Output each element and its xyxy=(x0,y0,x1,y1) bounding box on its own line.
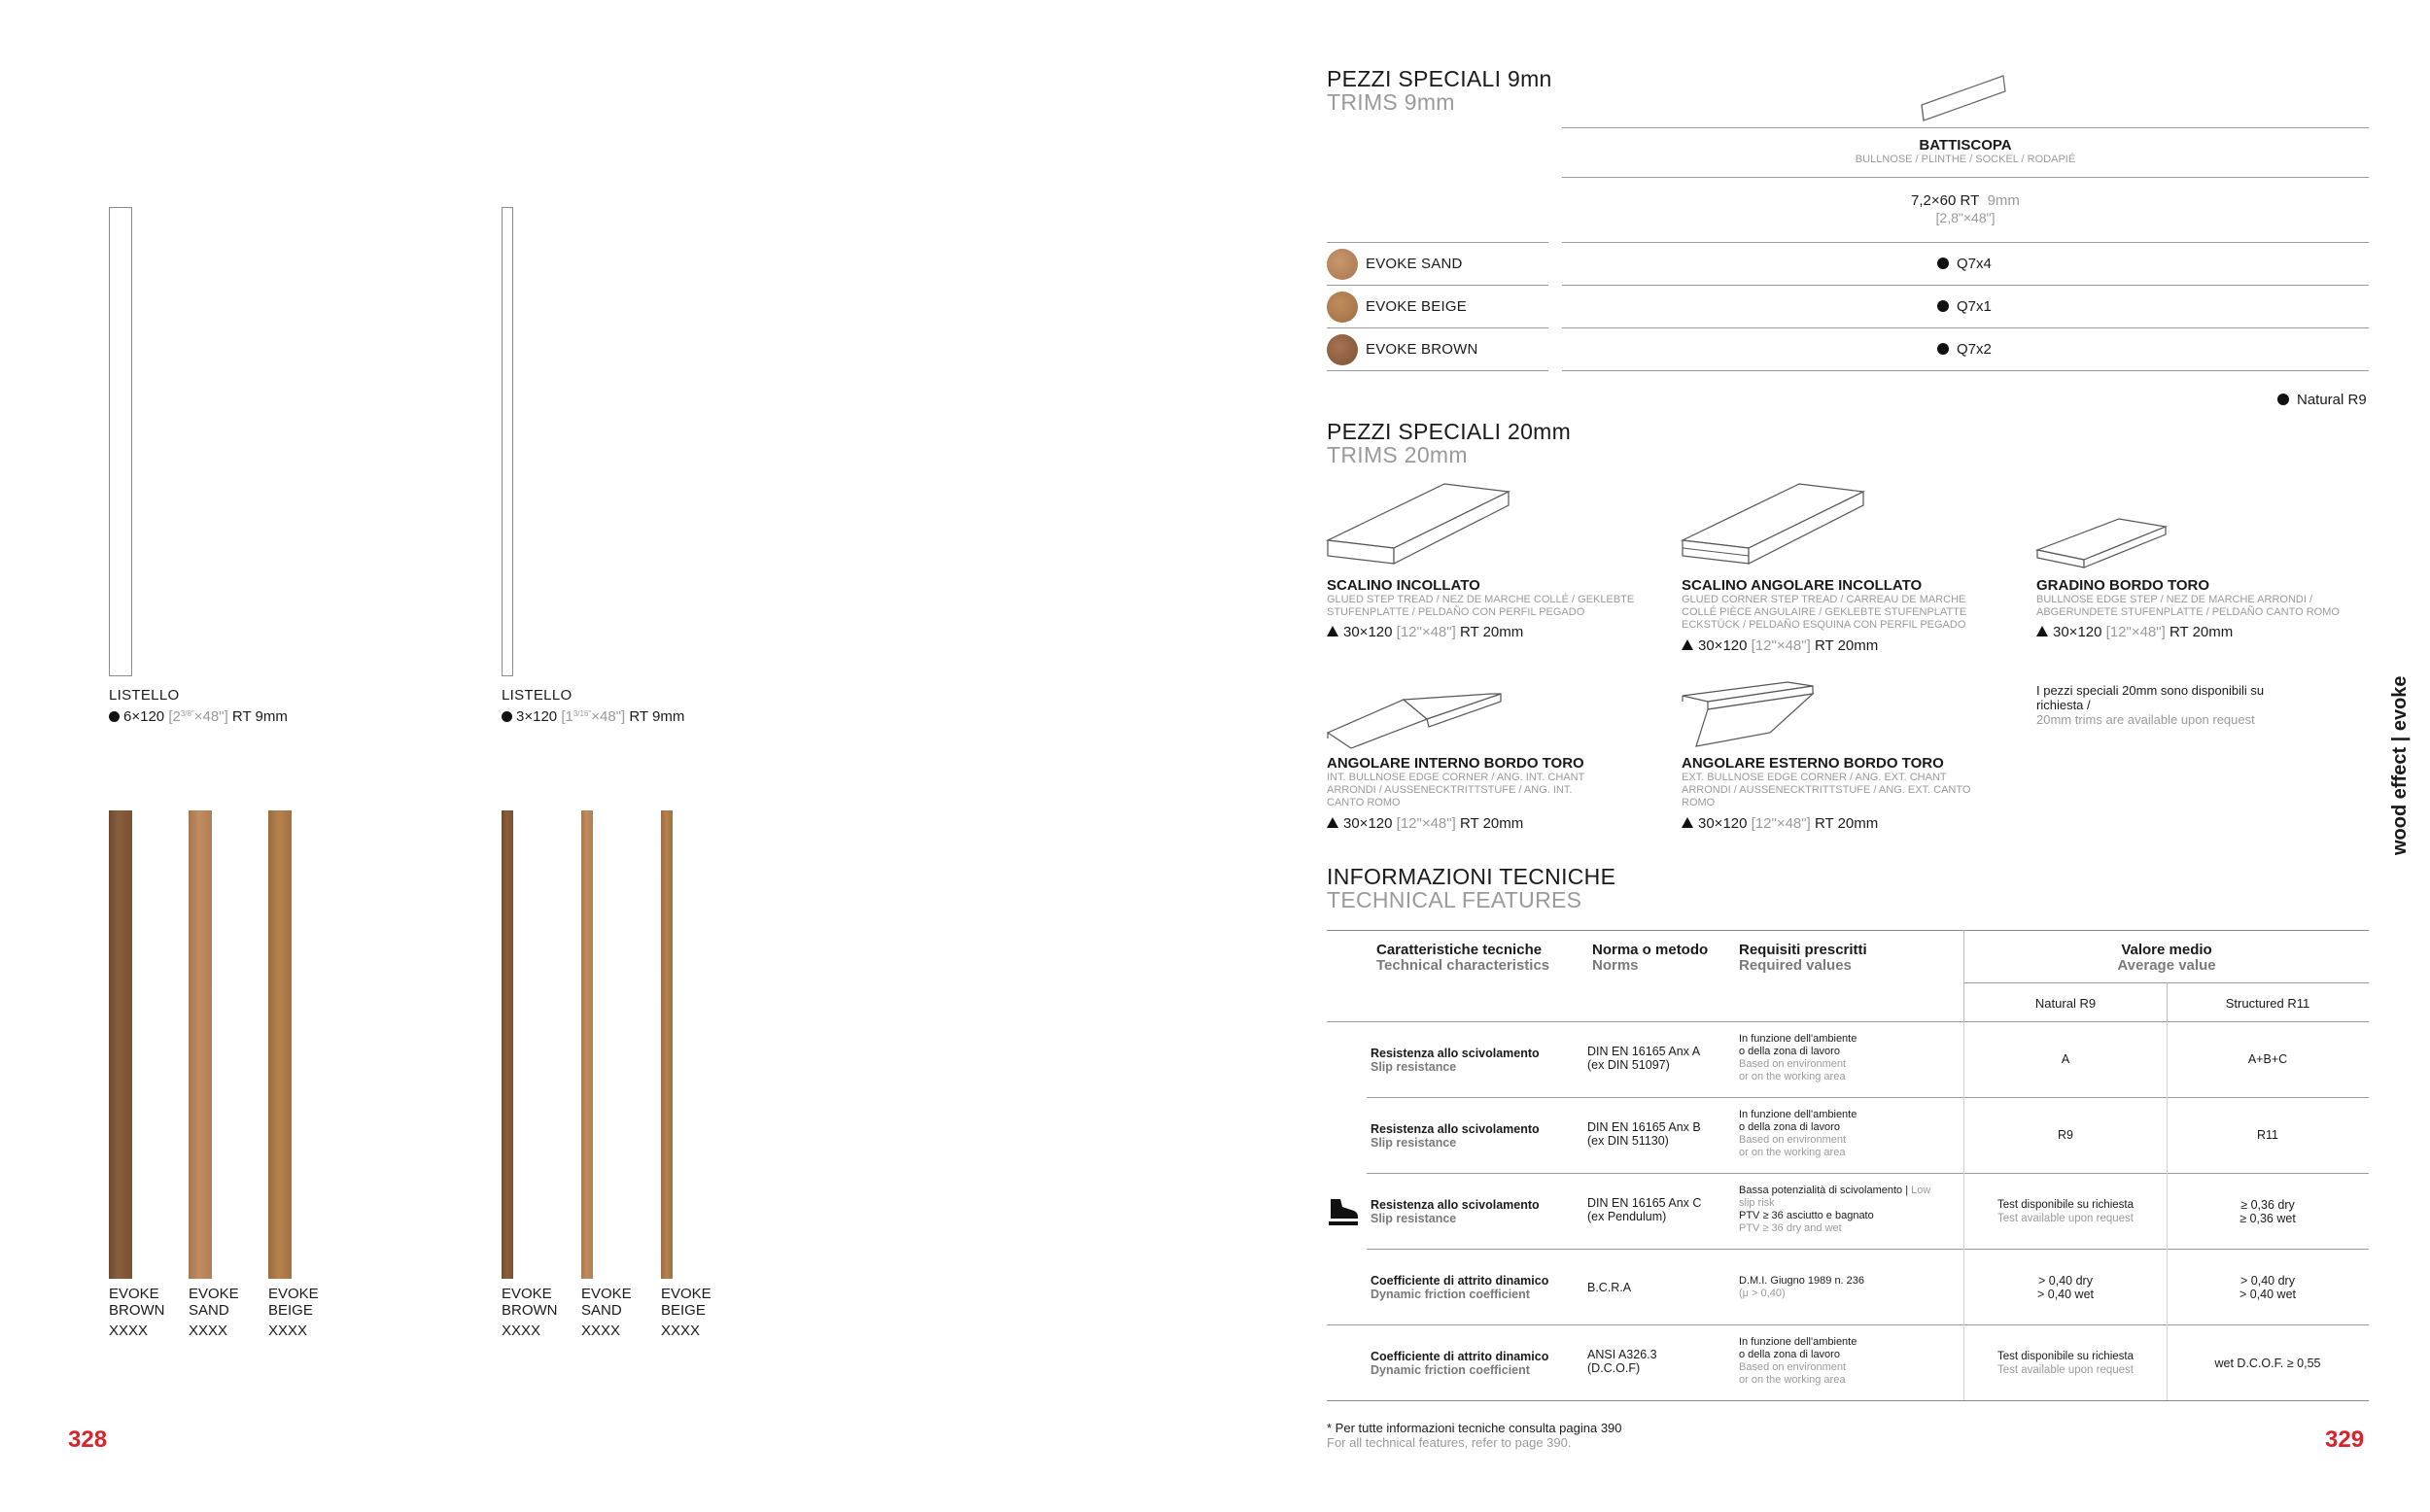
wood-strip-evoke-brown xyxy=(502,810,513,1279)
divider xyxy=(1367,1173,2369,1174)
wood-label: EVOKE BEIGE XXXX xyxy=(268,1286,319,1339)
row-natural-value: > 0,40 dry > 0,40 wet xyxy=(2036,1274,2095,1301)
header-required: Requisiti prescritti Required values xyxy=(1739,942,1867,974)
row-requirement: In funzione dell'ambiente o della zona di lavoro Based on environment or on the working area xyxy=(1739,1033,1857,1082)
listello-size: 6×120 $[2^{3/8"}\times 48"]$ RT 9mm xyxy=(109,704,288,726)
wood-strip-evoke-beige xyxy=(268,810,292,1279)
table-bottom-rule xyxy=(1327,1400,2369,1401)
trim-name: ANGOLARE INTERNO BORDO TORO xyxy=(1327,755,1584,772)
wood-label: EVOKE BROWN XXXX xyxy=(109,1286,165,1339)
natural-dot-icon xyxy=(1937,258,1949,269)
row-structured-value: wet D.C.O.F. ≥ 0,55 xyxy=(2214,1357,2321,1370)
trim-desc: BULLNOSE EDGE STEP / NEZ DE MARCHE ARRONDI / ABGERUNDETE STUFENPLATTE / PELDAÑO CANTO ROMO xyxy=(2036,594,2340,618)
header-characteristics: Caratteristiche tecniche Technical characteristics xyxy=(1376,942,1550,974)
col-divider xyxy=(1963,1021,1964,1400)
row-norm: DIN EN 16165 Anx A (ex DIN 51097) xyxy=(1587,1045,1701,1072)
trim-name: ANGOLARE ESTERNO BORDO TORO xyxy=(1682,755,1944,772)
wood-strip-evoke-brown xyxy=(109,810,132,1279)
triangle-icon xyxy=(2036,626,2048,636)
row-requirement: In funzione dell'ambiente o della zona di lavoro Based on environment or on the working area xyxy=(1739,1109,1857,1158)
row-requirement: In funzione dell'ambiente o della zona di lavoro Based on environment or on the working area xyxy=(1739,1336,1857,1386)
triangle-icon xyxy=(1682,639,1693,650)
header-norms: Norma o metodo Norms xyxy=(1592,942,1709,974)
row-characteristic: Resistenza allo scivolamento Slip resistance xyxy=(1371,1198,1540,1225)
trim-size: 30×120 [12"×48"] RT 20mm xyxy=(1327,624,1523,641)
page-number-right: 329 xyxy=(2325,1426,2365,1453)
row-requirement: Bassa potenzialità di scivolamento | Low slip risk PTV ≥ 36 asciutto e bagnato PTV ≥ 36 dry and wet xyxy=(1739,1185,1931,1234)
divider xyxy=(1562,127,2369,128)
listello-size: 3×120 $[1^{3/16"}\times 48"]$ RT 9mm xyxy=(502,704,684,726)
natural-dot-icon xyxy=(502,711,512,722)
row-norm: DIN EN 16165 Anx C (ex Pendulum) xyxy=(1587,1196,1702,1223)
triangle-icon xyxy=(1682,817,1693,828)
natural-dot-icon xyxy=(1937,343,1949,355)
trims-20-subtitle: TRIMS 20mm xyxy=(1327,442,1468,467)
divider xyxy=(1562,327,2369,328)
triangle-icon xyxy=(1327,626,1338,636)
row-norm: DIN EN 16165 Anx B (ex DIN 51130) xyxy=(1587,1120,1701,1148)
divider xyxy=(1562,242,2369,243)
row-natural-value: Test disponibile su richiesta Test available upon request xyxy=(1996,1351,2134,1376)
swatch-evoke-sand xyxy=(1327,249,1358,280)
listello-label: LISTELLO xyxy=(502,687,573,704)
wood-strip-evoke-sand xyxy=(189,810,212,1279)
wood-label: EVOKE SAND XXXX xyxy=(189,1286,239,1339)
swatch-evoke-brown xyxy=(1327,334,1358,365)
battiscopa-drawing xyxy=(1920,72,2009,124)
trim-desc: GLUED CORNER STEP TREAD / CARREAU DE MARCHE COLLÉ PIÈCE ANGULAIRE / GEKLEBTE STUFENPLATTE ECKSTÜCK / PELDAÑO ESQUINA CON PERFIL PEGADO xyxy=(1682,594,1967,631)
divider xyxy=(1562,177,2369,178)
header-structured: Structured R11 xyxy=(2225,996,2310,1011)
divider xyxy=(1327,242,1548,243)
wood-label: EVOKE BROWN XXXX xyxy=(502,1286,558,1339)
row-natural-value: Test disponibile su richiesta Test available upon request xyxy=(1996,1199,2134,1224)
row-structured-value: > 0,40 dry > 0,40 wet xyxy=(2239,1274,2297,1301)
legend-natural: Natural R9 xyxy=(2277,392,2367,409)
table-top-rule xyxy=(1327,930,2369,931)
row-norm: ANSI A326.3 (D.C.O.F) xyxy=(1587,1348,1657,1375)
trim-name: SCALINO ANGOLARE INCOLLATO xyxy=(1682,577,1923,594)
row-natural-value: A xyxy=(2061,1052,2070,1066)
battiscopa-inches: [2,8"×48"] xyxy=(1935,210,1996,225)
trims-note: I pezzi speciali 20mm sono disponibili su richiesta / 20mm trims are available upon request xyxy=(2036,683,2265,727)
row-natural-value: R9 xyxy=(2058,1128,2073,1142)
battiscopa-size: 7,2×60 RT 9mm xyxy=(1911,192,2020,209)
tech-title: INFORMAZIONI TECNICHE xyxy=(1327,864,1616,889)
angolare-interno-drawing xyxy=(1326,690,1505,750)
listello-3x120-image xyxy=(502,207,513,676)
triangle-icon xyxy=(1327,817,1338,828)
row-structured-value: ≥ 0,36 dry ≥ 0,36 wet xyxy=(2239,1198,2296,1225)
col-divider xyxy=(2167,1021,2168,1400)
side-label: wood effect | evoke xyxy=(2389,675,2411,855)
trim-size: 30×120 [12"×48"] RT 20mm xyxy=(1682,637,1878,655)
row-evoke-sand: EVOKE SAND xyxy=(1366,256,1463,272)
trim-desc: EXT. BULLNOSE EDGE CORNER / ANG. EXT. CHANT ARRONDI / AUSSENECKTRITTSTUFE / ANG. EXT. CANTO ROMO xyxy=(1682,772,1971,808)
wood-label: EVOKE SAND XXXX xyxy=(581,1286,632,1339)
shoe-slip-icon xyxy=(1327,1193,1360,1226)
row-characteristic: Resistenza allo scivolamento Slip resistance xyxy=(1371,1047,1540,1074)
row-evoke-brown: EVOKE BROWN xyxy=(1366,341,1478,358)
row-structured-value: A+B+C xyxy=(2247,1052,2288,1066)
divider xyxy=(1327,1324,2369,1325)
wood-label: EVOKE BEIGE XXXX xyxy=(661,1286,712,1339)
divider xyxy=(1327,327,1548,328)
page-number-left: 328 xyxy=(68,1426,108,1453)
divider xyxy=(1327,370,1548,371)
wood-strip-evoke-sand xyxy=(581,810,593,1279)
trim-desc: GLUED STEP TREAD / NEZ DE MARCHE COLLÉ / GEKLEBTE STUFENPLATTE / PELDAÑO CON PERFIL PEGADO xyxy=(1327,594,1635,618)
battiscopa-desc: BULLNOSE / PLINTHE / SOCKEL / RODAPIÉ xyxy=(1855,154,2076,165)
header-natural: Natural R9 xyxy=(2034,996,2097,1011)
trim-size: 30×120 [12"×48"] RT 20mm xyxy=(2036,624,2233,641)
code-evoke-sand: Q7x4 xyxy=(1937,256,1992,273)
wood-strip-evoke-beige xyxy=(661,810,673,1279)
natural-dot-icon xyxy=(1937,300,1949,312)
angolare-esterno-drawing xyxy=(1681,680,1817,750)
trim-size: 30×120 [12"×48"] RT 20mm xyxy=(1327,815,1523,833)
divider xyxy=(1327,1021,2369,1022)
trims-9-title: PEZZI SPECIALI 9mn xyxy=(1327,66,1552,91)
natural-dot-icon xyxy=(2277,394,2289,405)
code-evoke-beige: Q7x1 xyxy=(1937,298,1992,316)
header-average: Valore medio Average value xyxy=(2117,942,2216,974)
row-evoke-beige: EVOKE BEIGE xyxy=(1366,298,1467,315)
row-characteristic: Coefficiente di attrito dinamico Dynamic friction coefficient xyxy=(1371,1350,1549,1377)
row-norm: B.C.R.A xyxy=(1587,1281,1632,1294)
divider xyxy=(1562,370,2369,371)
code-evoke-brown: Q7x2 xyxy=(1937,341,1992,359)
trim-name: SCALINO INCOLLATO xyxy=(1327,577,1480,594)
listello-6x120-image xyxy=(109,207,132,676)
divider xyxy=(1367,1249,2369,1250)
trim-size: 30×120 [12"×48"] RT 20mm xyxy=(1682,815,1878,833)
row-structured-value: R11 xyxy=(2256,1128,2278,1142)
divider xyxy=(1562,285,2369,286)
battiscopa-name: BATTISCOPA xyxy=(1919,137,2012,154)
trim-desc: INT. BULLNOSE EDGE CORNER / ANG. INT. CHANT ARRONDI / AUSSENECKTRITTSTUFE / ANG. INT. CANTO ROMO xyxy=(1327,772,1585,808)
row-characteristic: Resistenza allo scivolamento Slip resistance xyxy=(1371,1122,1540,1150)
gradino-bordo-toro-drawing xyxy=(2035,515,2168,571)
trims-9-subtitle: TRIMS 9mm xyxy=(1327,89,1455,115)
divider xyxy=(1327,285,1548,286)
footnote: * Per tutte informazioni tecniche consulta pagina 390 For all technical features, refer to page 390. xyxy=(1327,1421,1622,1450)
row-characteristic: Coefficiente di attrito dinamico Dynamic friction coefficient xyxy=(1371,1274,1549,1301)
scalino-angolare-drawing xyxy=(1681,480,1865,569)
natural-dot-icon xyxy=(109,711,120,722)
swatch-evoke-beige xyxy=(1327,292,1358,323)
trims-20-title: PEZZI SPECIALI 20mm xyxy=(1327,419,1572,444)
row-requirement: D.M.I. Giugno 1989 n. 236 (μ > 0,40) xyxy=(1739,1275,1865,1299)
divider xyxy=(1367,1097,2369,1098)
tech-subtitle: TECHNICAL FEATURES xyxy=(1327,887,1582,912)
scalino-incollato-drawing xyxy=(1326,480,1510,569)
listello-label: LISTELLO xyxy=(109,687,180,704)
trim-name: GRADINO BORDO TORO xyxy=(2036,577,2210,594)
